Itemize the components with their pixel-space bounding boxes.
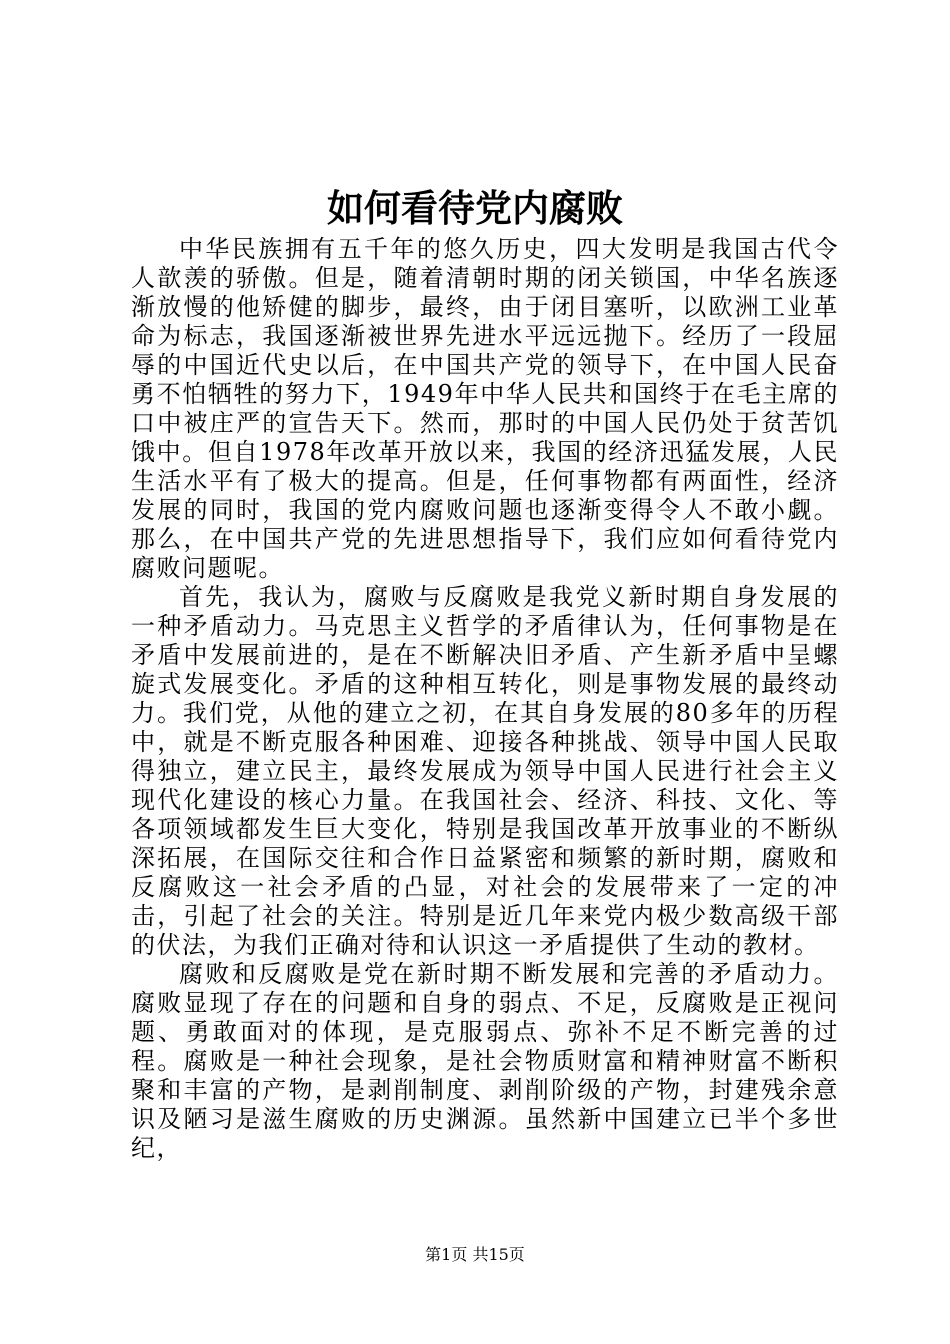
document-title: 如何看待党内腐败 (327, 186, 623, 230)
page-number-footer: 第1页 共15页 (425, 1245, 525, 1264)
paragraph-1: 中华民族拥有五千年的悠久历史，四大发明是我国古代令人歆羡的骄傲。但是，随着清朝时期的闭关锁国，中华名族逐渐放慢的他矫健的脚步，最终，由于闭目塞听，以欧洲工业革命为标志，我国逐渐被世界先进水平远远抛下。经历了一段屈辱的中国近代史以后，在中国共产党的领导下，在中国人民奋勇不怕牺牲的努力下，1949年中华人民共和国终于在毛主席的口中被庄严的宣告天下。然而，那时的中国人民仍处于贫苦饥饿中。但自1978年改革开放以来，我国的经济迅猛发展，人民生活水平有了极大的提高。但是，任何事物都有两面性，经济发展的同时，我国的党内腐败问题也逐渐变得令人不敢小觑。那么，在中国共产党的先进思想指导下，我们应如何看待党内腐败问题呢。 (131, 235, 839, 582)
paragraph-2: 首先，我认为，腐败与反腐败是我党义新时期自身发展的一种矛盾动力。马克思主义哲学的矛盾律认为，任何事物是在矛盾中发展前进的，是在不断解决旧矛盾、产生新矛盾中呈螺旋式发展变化。矛盾的这种相互转化，则是事物发展的最终动力。我们党，从他的建立之初，在其自身发展的80多年的历程中，就是不断克服各种困难、迎接各种挑战、领导中国人民取得独立，建立民主，最终发展成为领导中国人民进行社会主义现代化建设的核心力量。在我国社会、经济、科技、文化、等各项领域都发生巨大变化，特别是我国改革开放事业的不断纵深拓展，在国际交往和合作日益紧密和频繁的新时期，腐败和反腐败这一社会矛盾的凸显，对社会的发展带来了一定的冲击，引起了社会的关注。特别是近几年来党内极少数高级干部的伏法，为我们正确对待和认识这一矛盾提供了生动的教材。 (131, 583, 839, 959)
paragraph-3: 腐败和反腐败是党在新时期不断发展和完善的矛盾动力。腐败显现了存在的问题和自身的弱点、不足，反腐败是正视问题、勇敢面对的体现，是克服弱点、弥补不足不断完善的过程。腐败是一种社会现象，是社会物质财富和精神财富不断积聚和丰富的产物，是剥削制度、剥削阶级的产物，封建残余意识及陋习是滋生腐败的历史渊源。虽然新中国建立已半个多世纪， (131, 960, 839, 1162)
document-body (131, 235, 839, 1163)
